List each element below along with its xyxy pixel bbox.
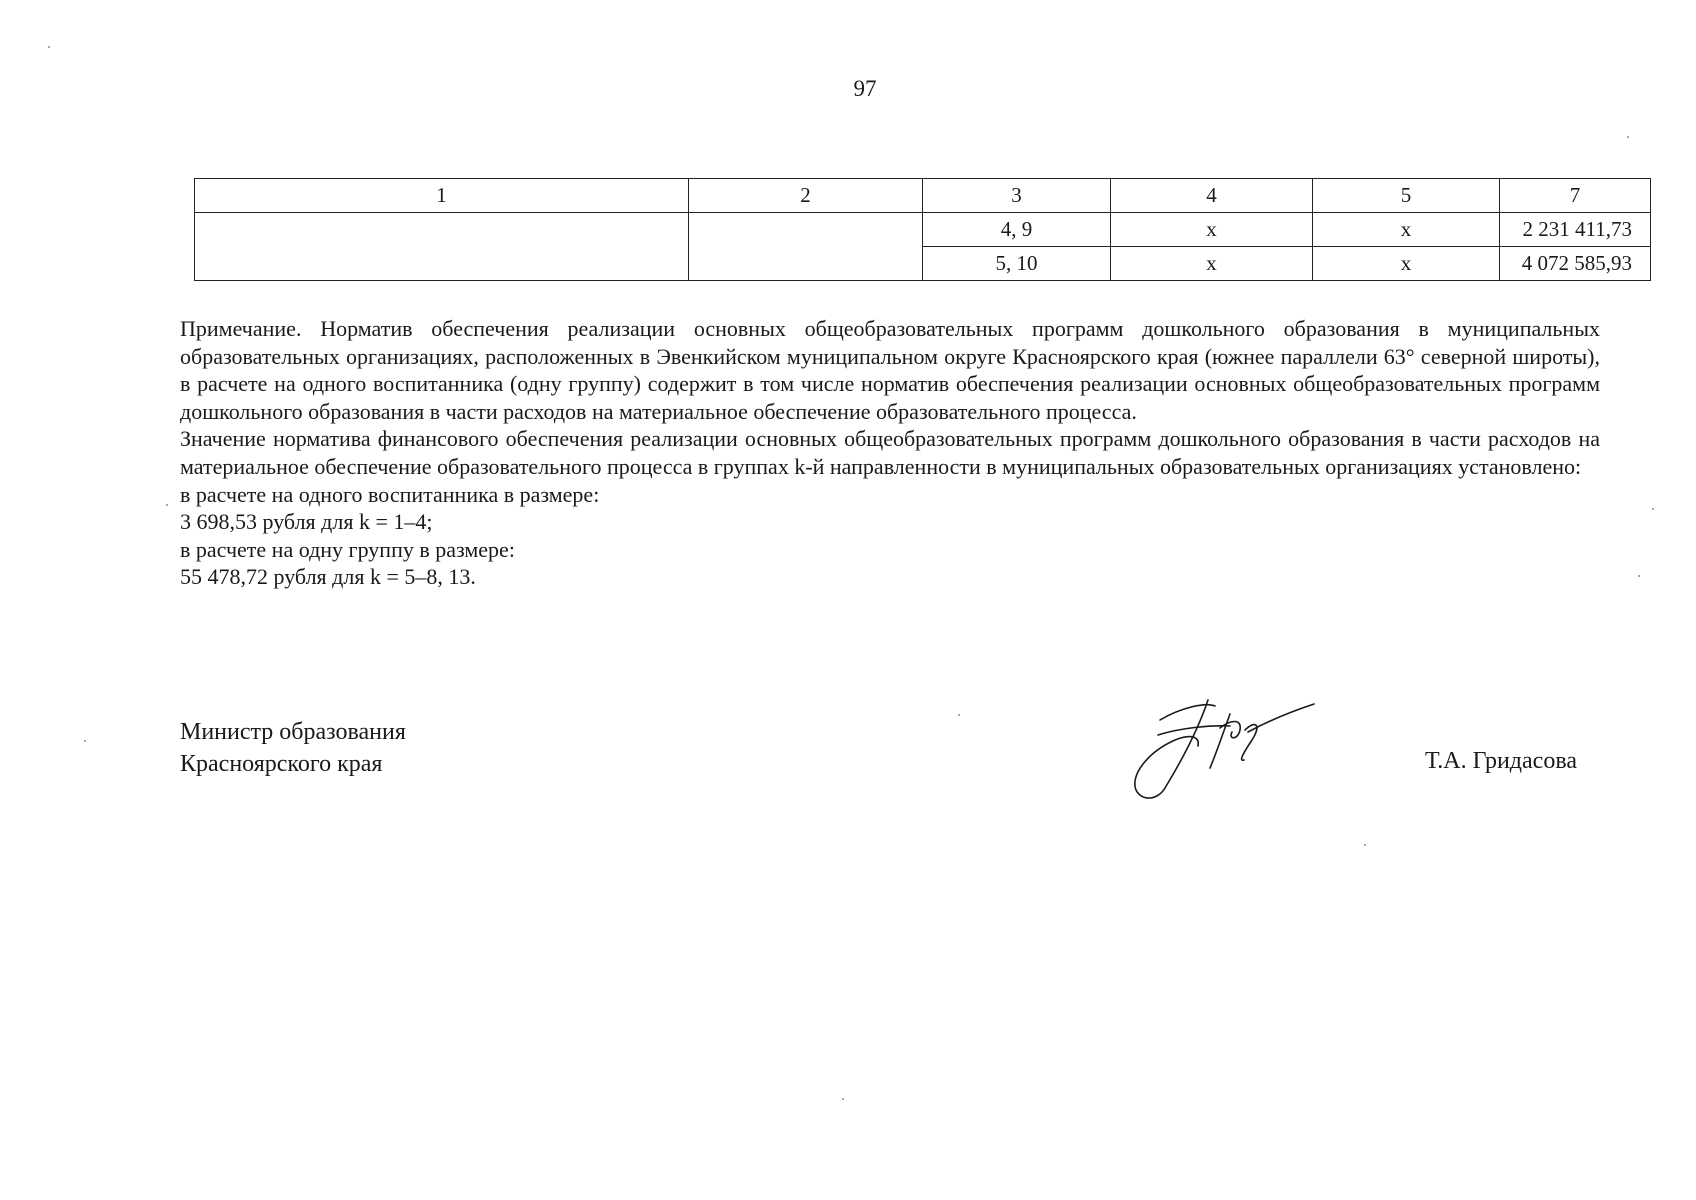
- scan-speck: [1652, 508, 1654, 510]
- note-line-per-pupil: в расчете на одного воспитанника в размере:: [180, 481, 600, 507]
- scan-speck: [1627, 136, 1629, 138]
- table-header-cell: 3: [923, 179, 1111, 213]
- table-cell: 5, 10: [923, 247, 1111, 281]
- table-header-row: [195, 179, 1651, 213]
- table-header-cell: 2: [689, 179, 923, 213]
- data-table: [194, 178, 1651, 281]
- table-cell-merged-1: [195, 213, 689, 281]
- note-line-per-pupil-value: 3 698,53 рубля для k = 1–4;: [180, 509, 433, 535]
- signatory-title-line-1: Министр образования: [180, 719, 406, 745]
- handwritten-signature: [1120, 690, 1320, 810]
- scan-speck: [958, 714, 960, 716]
- table-cell: x: [1313, 213, 1500, 247]
- table-header-cell: 5: [1313, 179, 1500, 213]
- note-section: [180, 315, 1600, 591]
- scan-speck: [1638, 575, 1640, 577]
- scan-speck: [84, 740, 86, 742]
- table-header-cell: 1: [195, 179, 689, 213]
- table-cell: x: [1313, 247, 1500, 281]
- scan-speck: [1364, 844, 1366, 846]
- note-paragraph-1: Примечание. Норматив обеспечения реализации основных общеобразовательных программ дошкольного образования в муниципальных образовательных организациях, расположенных в Эвенкийском муниципальном округе Красноярского края (южнее параллели 63° северной широты), в расчете на одного воспитанника (одну группу) содержит в том числе норматив обеспечения реализации основных общеобразовательных программ дошкольного образования в части расходов на материальное обеспечение образовательного процесса.: [180, 316, 1600, 424]
- scan-speck: [48, 46, 50, 48]
- signatory-name: Т.А. Гридасова: [1425, 748, 1577, 774]
- table-row: [195, 213, 1651, 247]
- table-cell-amount: 4 072 585,93: [1500, 247, 1651, 281]
- table-cell: 4, 9: [923, 213, 1111, 247]
- table-header-cell: 4: [1111, 179, 1313, 213]
- table-cell-amount: 2 231 411,73: [1500, 213, 1651, 247]
- note-paragraph-2: Значение норматива финансового обеспечения реализации основных общеобразовательных программ дошкольного образования в части расходов на материальное обеспечение образовательного процесса в группах k-й направленности в муниципальных образовательных организациях установлено:: [180, 426, 1600, 479]
- table-cell: x: [1111, 213, 1313, 247]
- scan-speck: [166, 504, 168, 506]
- note-line-per-group-value: 55 478,72 рубля для k = 5–8, 13.: [180, 564, 476, 590]
- note-line-per-group: в расчете на одну группу в размере:: [180, 536, 515, 562]
- signatory-title: [180, 716, 406, 780]
- table-header-cell: 7: [1500, 179, 1651, 213]
- signatory-title-line-2: Красноярского края: [180, 751, 383, 777]
- table-cell: x: [1111, 247, 1313, 281]
- table-cell-merged-2: [689, 213, 923, 281]
- scan-speck: [842, 1098, 844, 1100]
- page-number: 97: [853, 76, 877, 101]
